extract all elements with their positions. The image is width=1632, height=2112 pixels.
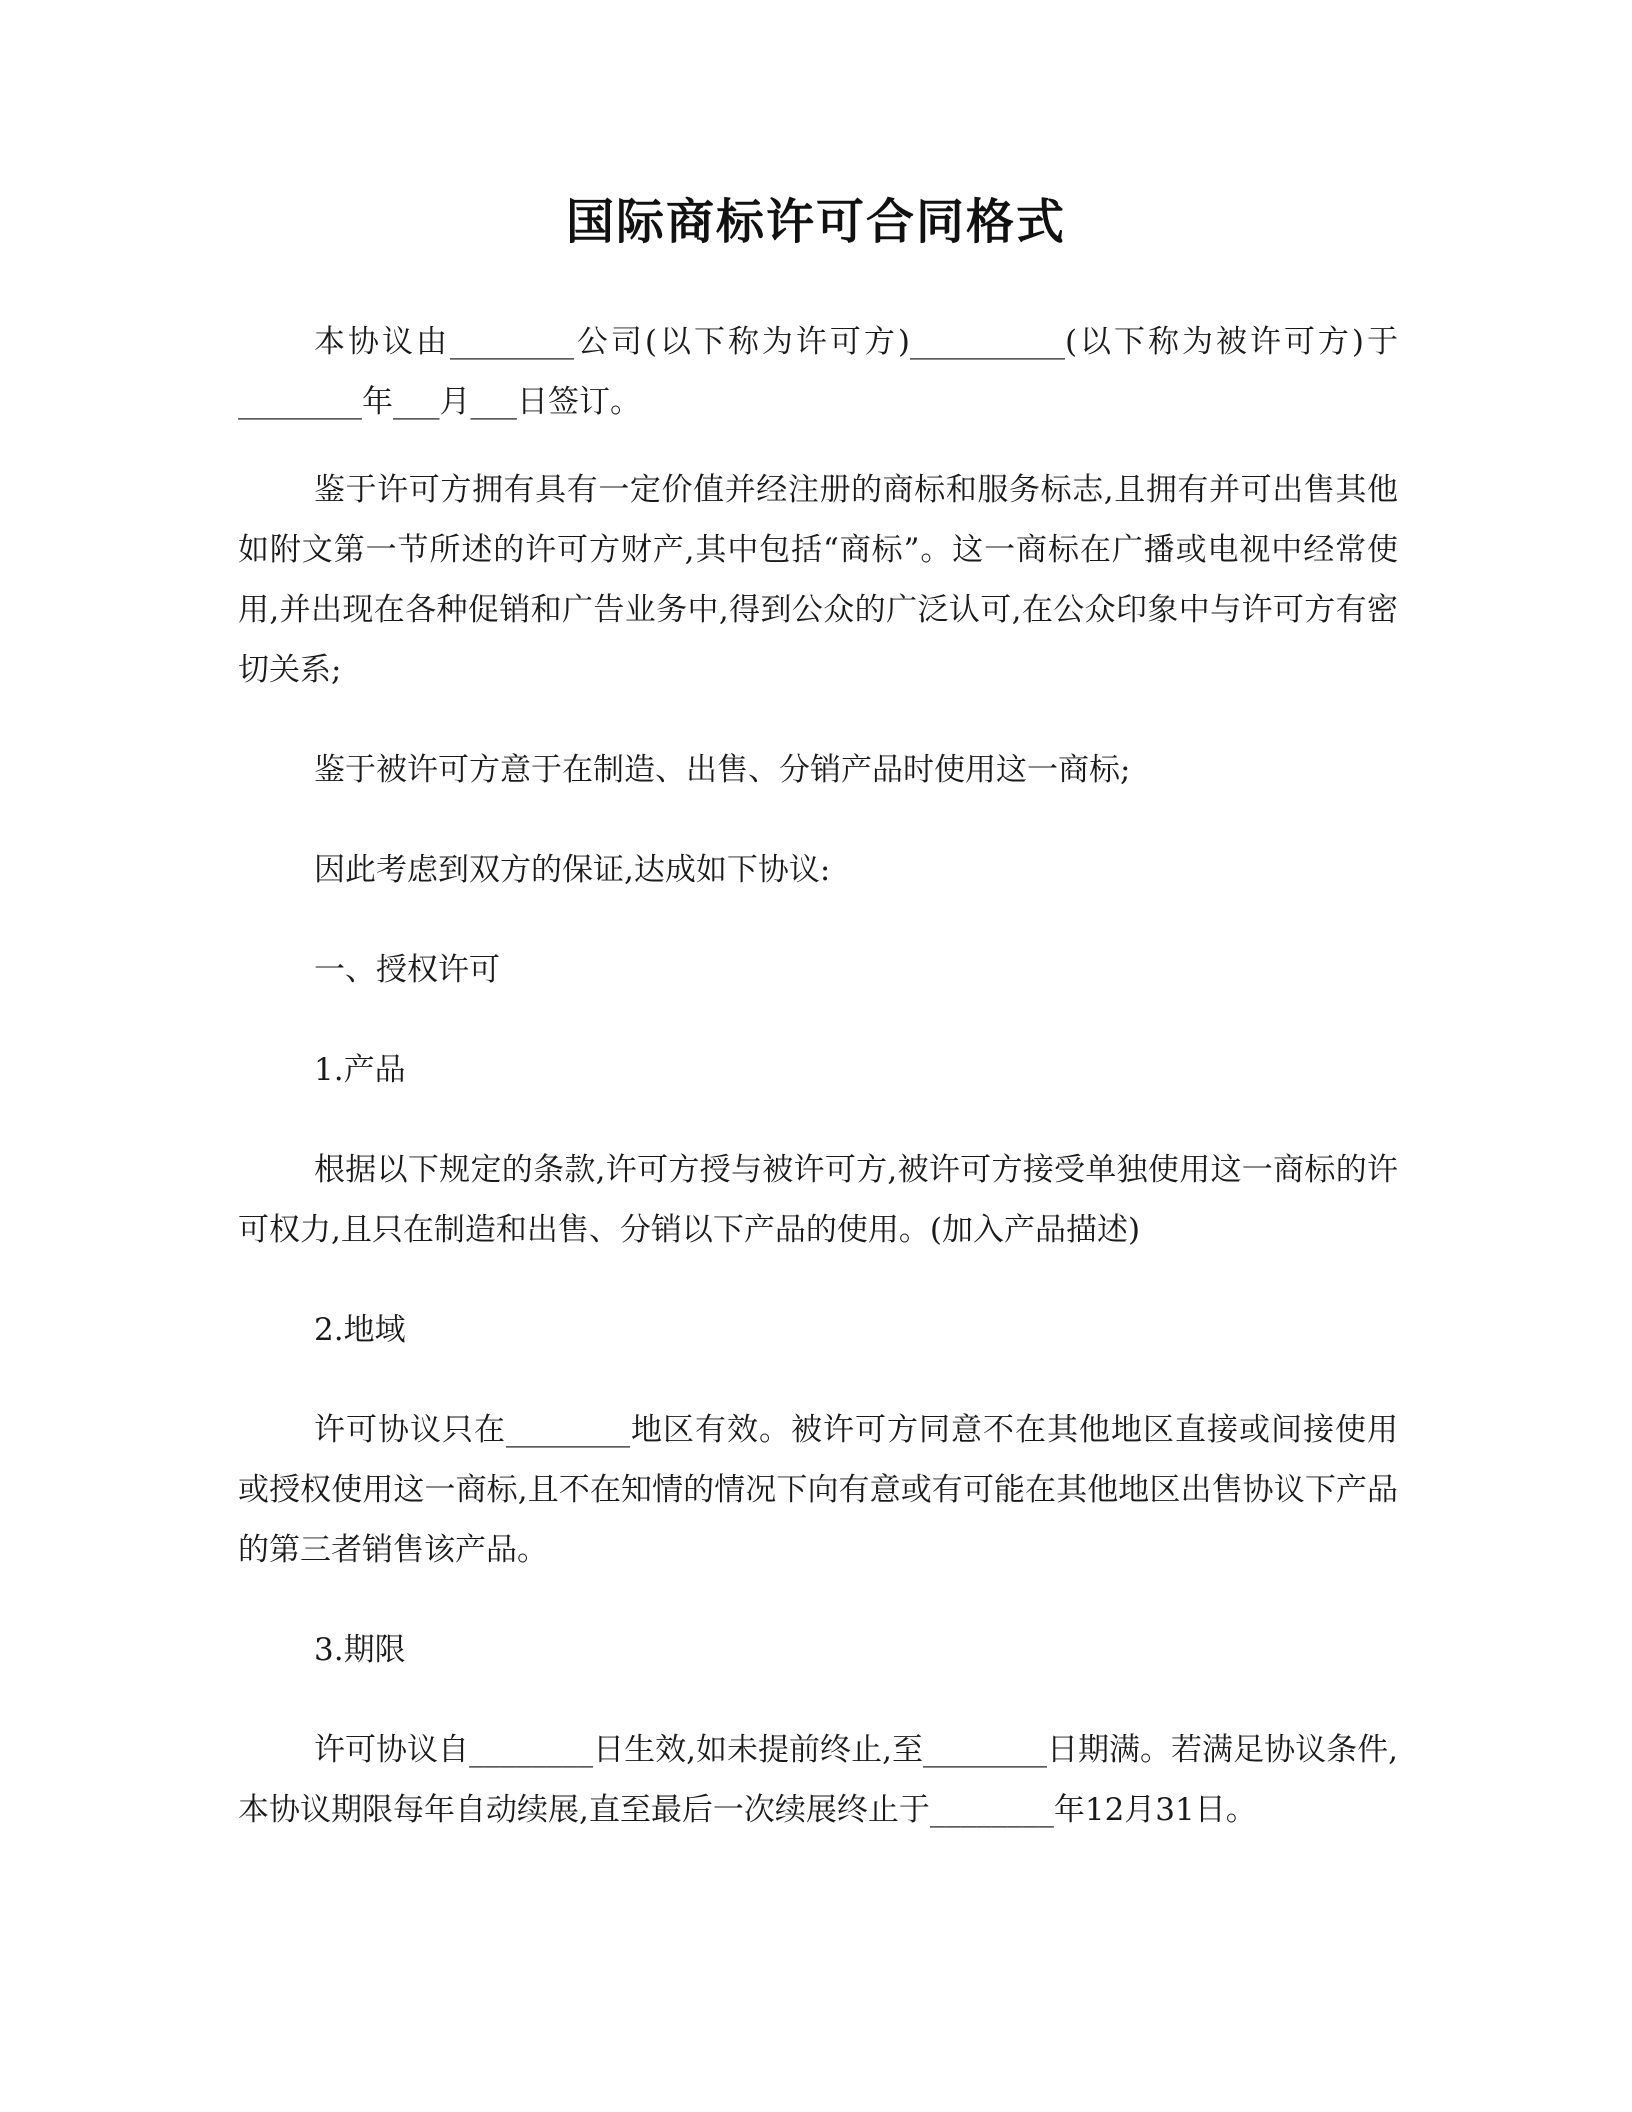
item-3-paragraph: 许可协议自________日生效,如未提前终止,至________日期满。若满足协议条件,本协议期限每年自动续展,直至最后一次续展终止于________年12月31日。 xyxy=(238,1732,1398,1828)
item-3-heading: 3.期限 xyxy=(314,1632,406,1668)
intro-paragraph: 本协议由________公司(以下称为许可方)__________(以下称为被许可方)于________年___月___日签订。 xyxy=(238,324,1398,420)
document-title: 国际商标许可合同格式 xyxy=(565,194,1066,250)
section-1-heading: 一、授权许可 xyxy=(314,952,500,988)
whereas-paragraph-1: 鉴于许可方拥有具有一定价值并经注册的商标和服务标志,且拥有并可出售其他如附文第一节所述的许可方财产,其中包括“商标”。这一商标在广播或电视中经常使用,并出现在各种促销和广告业务中,得到公众的广泛认可,在公众印象中与许可方有密切关系; xyxy=(238,472,1398,688)
item-2-heading: 2.地域 xyxy=(314,1312,406,1348)
item-2-paragraph: 许可协议只在________地区有效。被许可方同意不在其他地区直接或间接使用或授权使用这一商标,且不在知情的情况下向有意或有可能在其他地区出售协议下产品的第三者销售该产品。 xyxy=(238,1412,1398,1568)
item-1-paragraph: 根据以下规定的条款,许可方授与被许可方,被许可方接受单独使用这一商标的许可权力,且只在制造和出售、分销以下产品的使用。(加入产品描述) xyxy=(238,1152,1398,1248)
therefore-paragraph: 因此考虑到双方的保证,达成如下协议: xyxy=(314,852,831,888)
whereas-paragraph-2: 鉴于被许可方意于在制造、出售、分销产品时使用这一商标; xyxy=(314,752,1131,788)
item-1-heading: 1.产品 xyxy=(314,1052,406,1088)
